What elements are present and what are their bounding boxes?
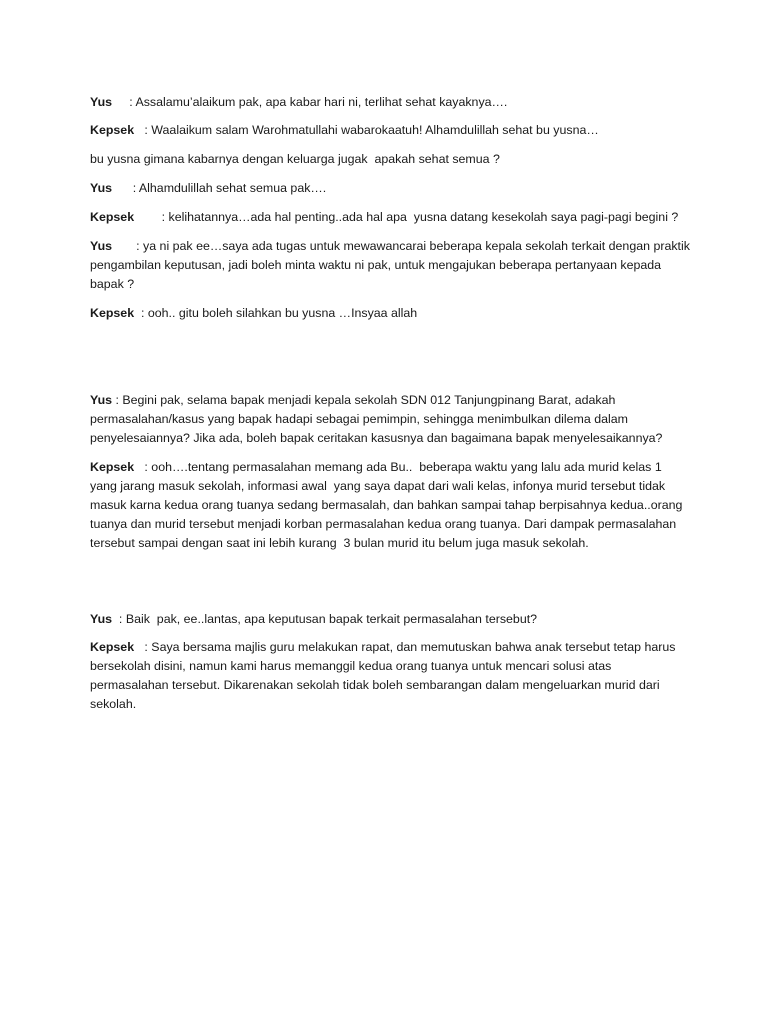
speaker-name: Kepsek [90,210,135,224]
dialogue-text: : ya ni pak ee…saya ada tugas untuk mewawancarai beberapa kepala sekolah terkait dengan praktik pengambilan keputusan, jadi boleh minta waktu ni pak, untuk mengajukan beberapa pertanyaan kepada bapak ? [90,239,694,291]
dialogue-text: : Assalamu’alaikum pak, apa kabar hari ni, terlihat sehat kayaknya…. [112,95,508,109]
dialogue-line-10 [90,610,690,629]
dialogue-text: bu yusna gimana kabarnya dengan keluarga jugak apakah sehat semua ? [90,152,500,166]
dialogue-line-4 [90,179,690,198]
speaker-name: Yus [90,95,113,109]
dialogue-line-1 [90,93,690,112]
dialogue-text: : Baik pak, ee..lantas, apa keputusan bapak terkait permasalahan tersebut? [112,612,538,626]
speaker-name: Yus [90,181,113,195]
speaker-name: Kepsek [90,123,135,137]
speaker-name: Kepsek [90,306,135,320]
speaker-name: Kepsek [90,460,135,474]
dialogue-line-6 [90,237,694,294]
dialogue-text: : ooh.. gitu boleh silahkan bu yusna …Insyaa allah [134,306,418,320]
dialogue-line-3 [90,150,690,169]
dialogue-line-9 [90,458,690,553]
dialogue-line-11 [90,638,690,714]
dialogue-text: : Waalaikum salam Warohmatullahi wabarokaatuh! Alhamdulillah sehat bu yusna… [134,123,599,137]
dialogue-text: : ooh….tentang permasalahan memang ada Bu.. beberapa waktu yang lalu ada murid kelas 1 yang jarang masuk sekolah, informasi awal yang saya dapat dari wali kelas, infonya murid tersebut tidak masuk karna kedua orang tuanya sedang bermasalah, dan bahkan sampai tahap berpisahnya kedua..orang tuanya dan murid tersebut menjadi korban permasalahan kedua orang tuanya. Dari dampak permasalahan tersebut sampai dengan saat ini lebih kurang 3 bulan murid itu belum juga masuk sekolah. [90,460,686,550]
speaker-name: Yus [90,239,113,253]
speaker-name: Yus [90,612,113,626]
dialogue-line-2 [90,121,690,140]
dialogue-line-7 [90,304,690,323]
dialogue-text: : Saya bersama majlis guru melakukan rapat, dan memutuskan bahwa anak tersebut tetap harus bersekolah disini, namun kami harus memanggil kedua orang tuanya untuk mencari solusi atas permasalahan tersebut. Dikarenakan sekolah tidak boleh sembarangan dalam mengeluarkan murid dari sekolah. [90,640,679,711]
speaker-name: Kepsek [90,640,135,654]
dialogue-line-8 [90,391,690,448]
dialogue-text: : Begini pak, selama bapak menjadi kepala sekolah SDN 012 Tanjungpinang Barat, adakah permasalahan/kasus yang bapak hadapi sebagai pemimpin, sehingga menimbulkan dilema dalam penyelesaiannya? Jika ada, boleh bapak ceritakan kasusnya dan bagaimana bapak menyelesaikannya? [90,393,663,445]
dialogue-text: : kelihatannya…ada hal penting..ada hal apa yusna datang kesekolah saya pagi-pagi begini ? [134,210,679,224]
dialogue-text: : Alhamdulillah sehat semua pak…. [112,181,327,195]
dialogue-line-5 [90,208,690,227]
speaker-name: Yus [90,393,113,407]
